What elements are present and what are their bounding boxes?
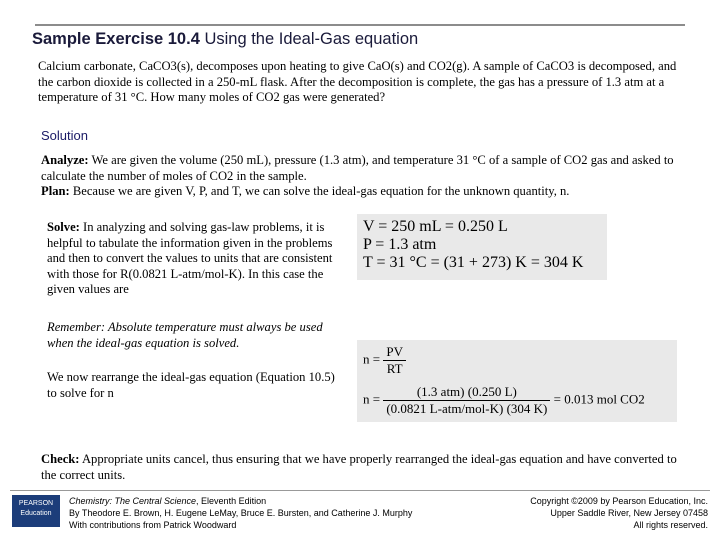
calc-numerator: (1.3 atm) (0.250 L) (383, 384, 550, 401)
calc-denominator: (0.0821 L-atm/mol-K) (304 K) (386, 401, 548, 416)
solution-heading: Solution (41, 128, 88, 143)
calc-result: = 0.013 mol CO2 (553, 391, 645, 407)
plan-text: Because we are given V, P, and T, we can solve the ideal-gas equation for the unknown quantity, n. (69, 184, 570, 199)
pv-numerator: PV (383, 344, 406, 361)
temperature-equation: T = 31 °C = (31 + 273) K = 304 K (363, 254, 584, 271)
logo-line2: Education (20, 510, 52, 517)
analyze-label: Analyze: (41, 153, 89, 167)
solve-text: In analyzing and solving gas-law problems, it is helpful to tabulate the information given in the problems and then to convert the values to units that are consistent with those for R(0.0821 L-atm/mol-K). In this case the given values are (47, 220, 333, 297)
pv-over-rt (383, 344, 406, 377)
rearrange-text: We now rearrange the ideal-gas equation (Equation 10.5) to solve for n (47, 370, 335, 400)
calc-fraction (383, 384, 550, 417)
moles-calculation (363, 384, 645, 417)
moles-calculation-box (357, 340, 677, 422)
authors-line: By Theodore E. Brown, H. Eugene LeMay, Bruce E. Bursten, and Catherine J. Murphy (69, 508, 413, 518)
plan-label: Plan: (41, 184, 70, 199)
book-title: Chemistry: The Central Science (69, 496, 197, 506)
book-line (69, 495, 469, 507)
pearson-logo (12, 495, 60, 527)
copyright-line: Copyright ©2009 by Pearson Education, Inc. (530, 496, 708, 506)
logo-line1: PEARSON (18, 500, 54, 507)
volume-equation: V = 250 mL = 0.250 L (363, 218, 508, 235)
footer-divider (10, 490, 710, 491)
problem-text: Calcium carbonate, CaCO3(s), decomposes upon heating to give CaO(s) and CO2(g). A sample of CaCO3 is decomposed, and the carbon dioxide is collected in a 250-mL flask. After the decomposition is complete, the gas has a pressure of 1.3 atm at a temperature of 31 °C. How many moles of CO2 gas were generated? (38, 59, 677, 105)
given-values-box (357, 214, 607, 280)
n-lhs: n = (363, 351, 381, 367)
book-edition: , Eleventh Edition (196, 496, 267, 506)
check-text: Appropriate units cancel, thus ensuring that we have properly rearranged the ideal-gas equation and have converted to the correct units. (41, 452, 677, 482)
n-lhs-2: n = (363, 391, 381, 407)
rights-line: All rights reserved. (633, 520, 708, 530)
contrib-line: With contributions from Patrick Woodward (69, 520, 237, 530)
address-line: Upper Saddle River, New Jersey 07458 (550, 508, 708, 518)
title-rest: Using the Ideal-Gas equation (199, 30, 419, 48)
analyze-plan-block (41, 153, 681, 200)
footer-copyright (448, 495, 708, 531)
solve-block (47, 220, 352, 298)
check-label: Check: (41, 452, 80, 466)
ideal-gas-rearranged (363, 344, 406, 377)
rt-denominator: RT (386, 361, 403, 376)
footer-credits (69, 495, 469, 531)
page-title (32, 30, 418, 49)
pressure-equation: P = 1.3 atm (363, 236, 437, 253)
title-bold: Sample Exercise 10.4 (32, 30, 200, 48)
top-divider (35, 24, 685, 26)
check-block (41, 452, 681, 483)
solve-label: Solve: (47, 220, 80, 234)
remember-note: Remember: Absolute temperature must always be used when the ideal-gas equation is solved. (47, 320, 323, 350)
analyze-text: We are given the volume (250 mL), pressure (1.3 atm), and temperature 31 °C of a sample of CO2 gas and asked to calculate the number of moles of CO2 in the sample. (41, 153, 674, 183)
